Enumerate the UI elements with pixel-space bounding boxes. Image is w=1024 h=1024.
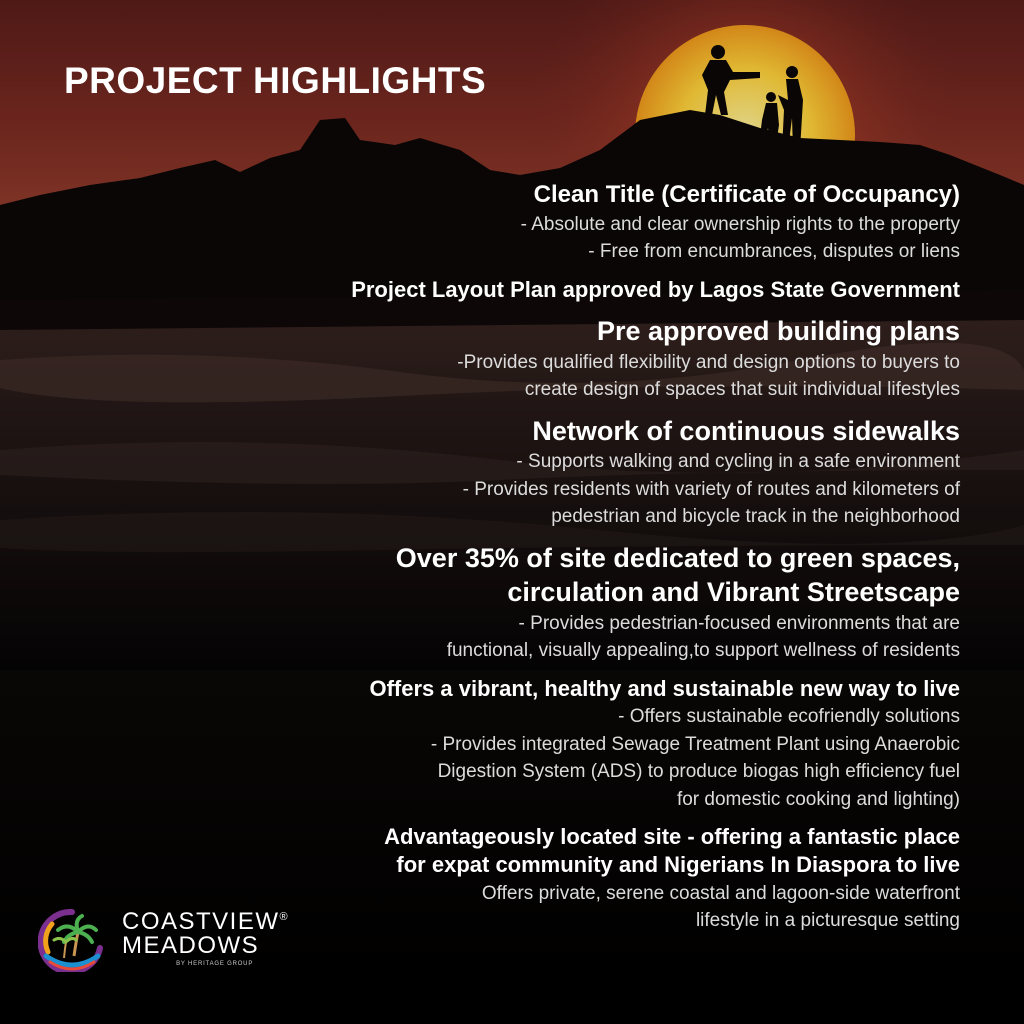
highlight-detail: pedestrian and bicycle track in the neighborhood (551, 506, 960, 528)
logo-line-2: MEADOWS (122, 932, 260, 959)
highlight-sustainable-living (260, 675, 960, 813)
highlight-detail: - Provides integrated Sewage Treatment Plant using Anaerobic (430, 733, 960, 755)
logo-line-1: COASTVIEW (122, 908, 280, 935)
highlight-heading: Pre approved building plans (596, 315, 960, 346)
highlights-list (260, 180, 960, 945)
highlight-detail: - Supports walking and cycling in a safe environment (516, 451, 960, 473)
highlight-detail: create design of spaces that suit individual lifestyles (524, 379, 960, 401)
highlight-heading: Network of continuous sidewalks (532, 415, 960, 446)
highlight-green-spaces (260, 541, 960, 665)
highlight-layout-plan (260, 276, 960, 304)
highlight-detail: - Provides residents with variety of routes and kilometers of (462, 478, 960, 500)
highlight-heading: Over 35% of site dedicated to green spaces, (395, 542, 960, 573)
highlight-detail: - Free from encumbrances, disputes or liens (588, 241, 960, 263)
highlight-heading: Clean Title (Certificate of Occupancy) (533, 181, 960, 208)
highlight-location (260, 823, 960, 934)
highlight-heading: for expat community and Nigerians In Diaspora to live (396, 852, 960, 878)
highlight-detail: Digestion System (ADS) to produce biogas high efficiency fuel (437, 761, 960, 783)
highlight-detail: - Absolute and clear ownership rights to the property (520, 213, 960, 235)
highlight-heading: Project Layout Plan approved by Lagos State Government (351, 276, 960, 302)
highlight-sidewalks (260, 414, 960, 531)
highlight-detail: - Provides pedestrian-focused environments that are (518, 612, 960, 634)
highlight-detail: functional, visually appealing,to support wellness of residents (446, 640, 960, 662)
highlight-heading: Advantageously located site - offering a fantastic place (384, 824, 960, 850)
coastview-meadows-logo (38, 908, 288, 978)
highlight-detail: Offers private, serene coastal and lagoon-side waterfront (481, 882, 960, 904)
registered-mark: ® (279, 911, 290, 923)
highlight-heading: circulation and Vibrant Streetscape (507, 577, 960, 608)
highlight-detail: -Provides qualified flexibility and design options to buyers to (457, 351, 960, 373)
highlight-detail: - Offers sustainable ecofriendly solutions (618, 706, 960, 728)
highlight-clean-title (260, 180, 960, 266)
logo-tagline: BY HERITAGE GROUP (176, 961, 254, 967)
logo-wordmark (122, 910, 289, 967)
highlight-heading: Offers a vibrant, healthy and sustainable new way to live (369, 675, 960, 701)
page-title: PROJECT HIGHLIGHTS (64, 60, 487, 101)
palm-tree-wave-icon (38, 908, 106, 972)
highlight-building-plans (260, 314, 960, 404)
highlight-detail: for domestic cooking and lighting) (676, 788, 960, 810)
highlight-detail: lifestyle in a picturesque setting (695, 910, 960, 932)
